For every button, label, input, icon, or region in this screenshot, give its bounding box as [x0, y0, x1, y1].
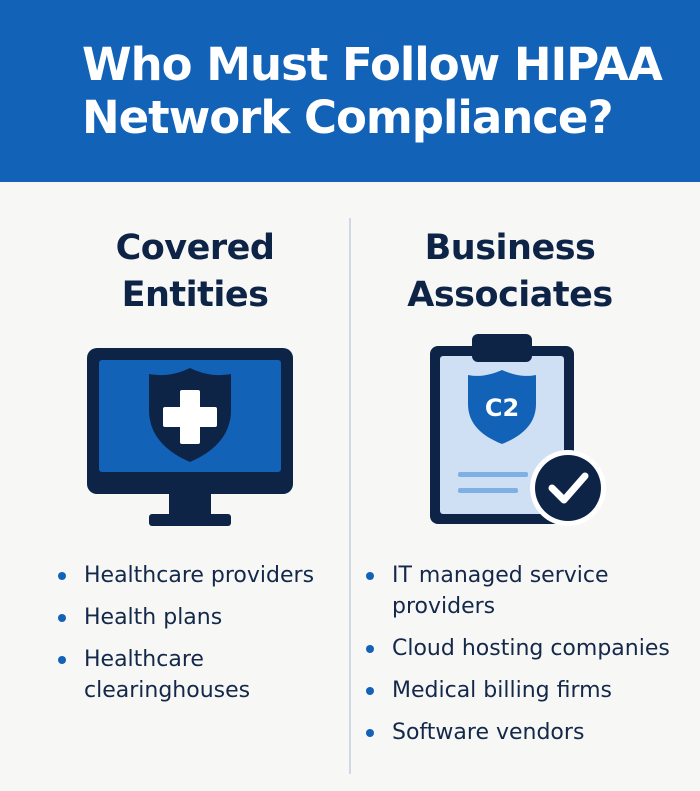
checkmark-icon	[530, 450, 606, 526]
bullet-icon	[58, 656, 66, 664]
heading-line: Entities	[121, 275, 269, 315]
list-item	[366, 717, 696, 748]
list-item-text: providers	[392, 594, 496, 619]
business-associates-list	[366, 560, 696, 759]
heading-line: Business	[424, 228, 596, 268]
badge-text: C2	[484, 394, 520, 422]
bullet-icon	[366, 645, 374, 653]
bullet-icon	[366, 687, 374, 695]
list-item-text: IT managed service	[392, 563, 609, 588]
heading-line: Associates	[407, 275, 613, 315]
title-line-2: Network Compliance?	[82, 91, 613, 144]
list-item-text: clearinghouses	[84, 678, 251, 703]
business-associates-heading	[375, 225, 645, 319]
list-item-text: Software vendors	[392, 720, 585, 745]
list-item-text: Healthcare providers	[84, 563, 315, 588]
list-item	[58, 644, 348, 706]
clipboard-icon	[428, 330, 608, 530]
bullet-icon	[58, 572, 66, 580]
heading-line: Covered	[115, 228, 275, 268]
page-title	[82, 38, 682, 144]
list-item	[366, 675, 696, 706]
list-item	[58, 602, 348, 633]
column-divider	[349, 218, 351, 774]
list-item-text: Healthcare	[84, 647, 204, 672]
covered-entities-heading	[60, 225, 330, 319]
list-item-text: Cloud hosting companies	[392, 636, 670, 661]
list-item-text: Health plans	[84, 605, 223, 630]
bullet-icon	[366, 729, 374, 737]
list-item	[366, 560, 696, 622]
list-item	[366, 633, 696, 664]
covered-entities-list	[58, 560, 348, 717]
list-item	[58, 560, 348, 591]
bullet-icon	[58, 614, 66, 622]
bullet-icon	[366, 572, 374, 580]
title-line-1: Who Must Follow HIPAA	[82, 38, 662, 91]
list-item-text: Medical billing firms	[392, 678, 612, 703]
monitor-icon	[85, 340, 295, 530]
